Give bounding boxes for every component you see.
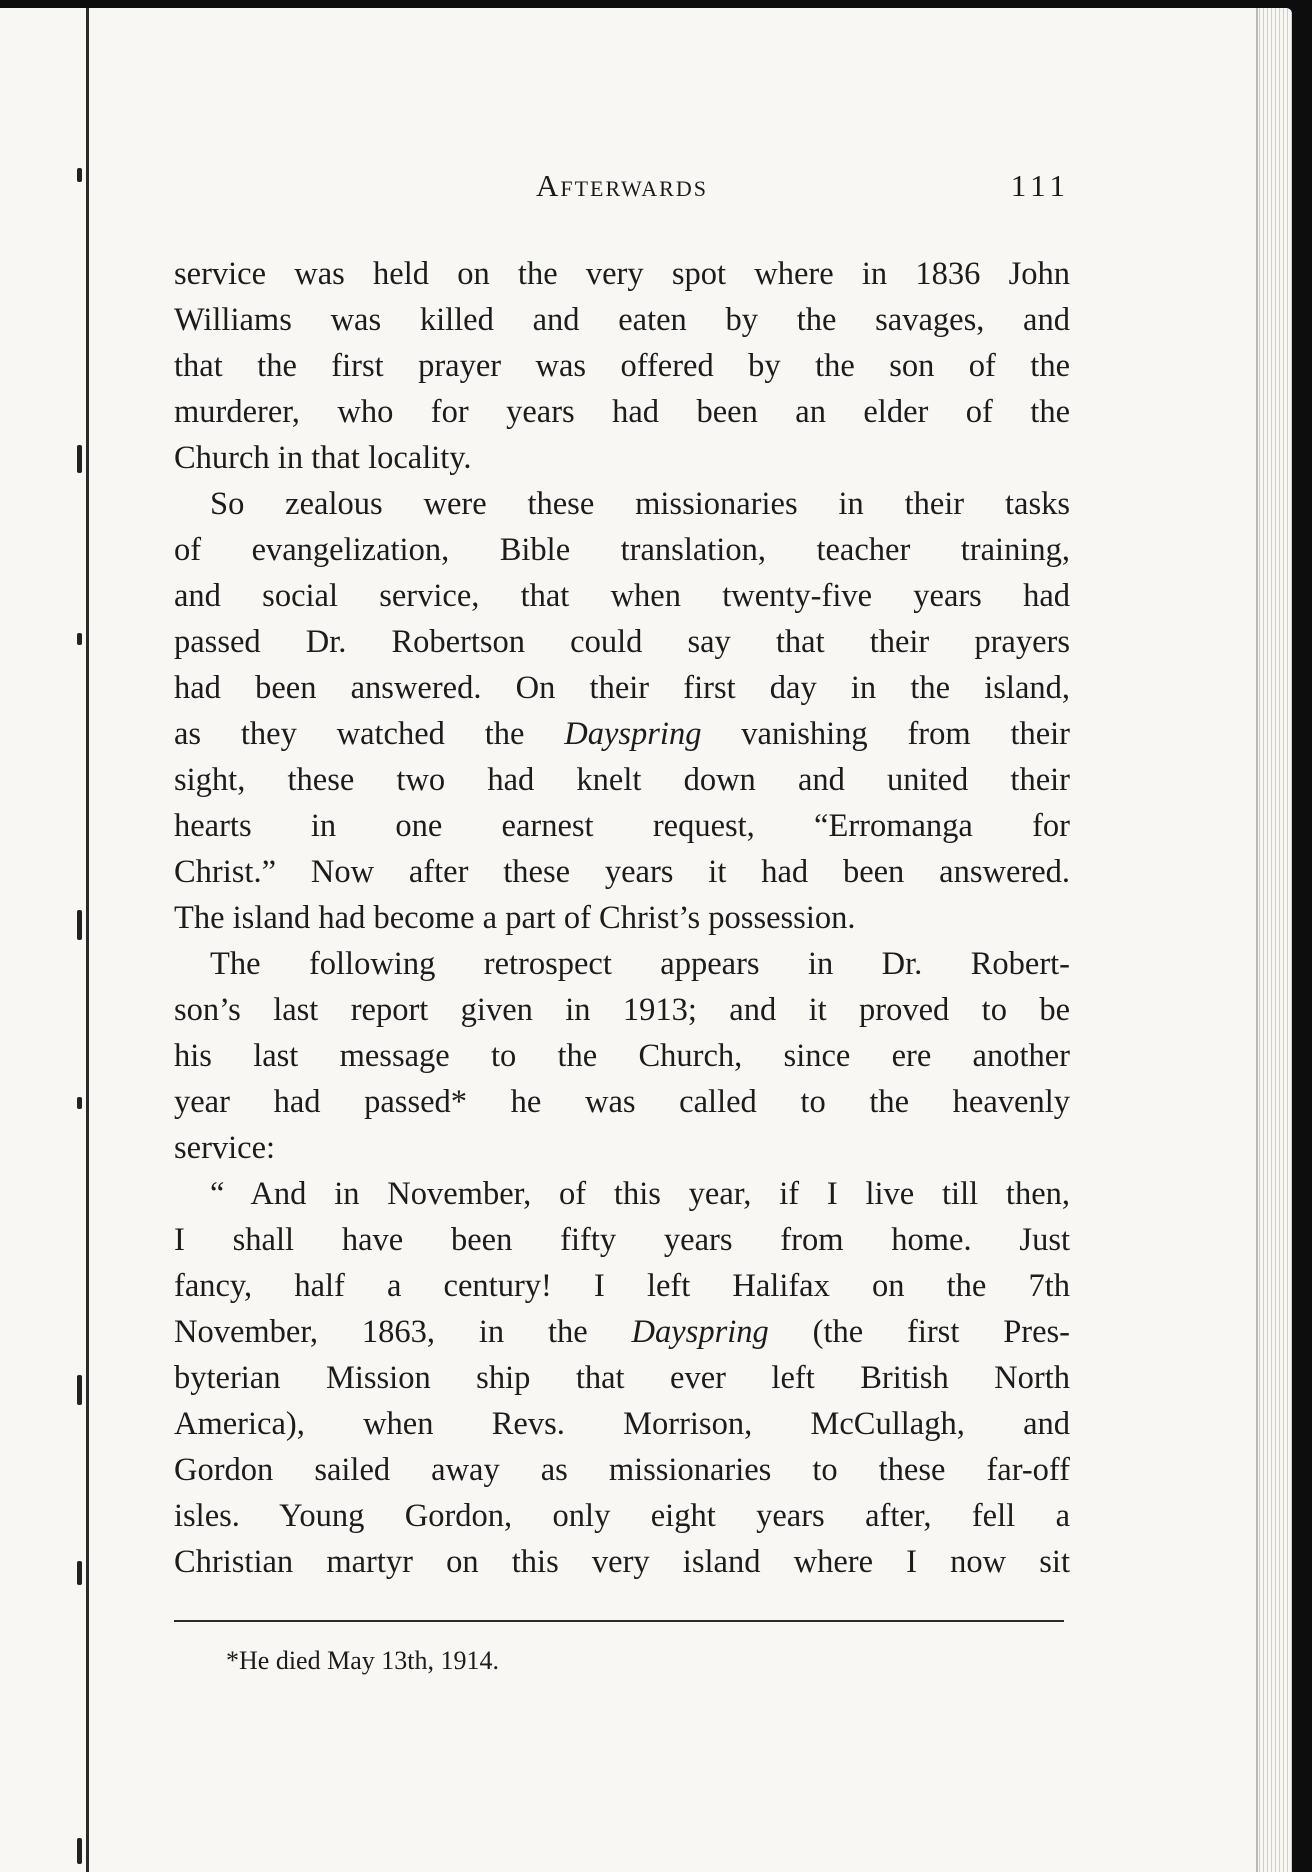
text-segment: as they watched the bbox=[174, 716, 525, 752]
text-line: “ And in November, of this year, if I live till then, bbox=[210, 1176, 1070, 1212]
running-head: Afterwards bbox=[536, 168, 708, 203]
text-line: and social service, that when twenty-five years had bbox=[174, 578, 1070, 614]
text-line: Williams was killed and eaten by the savages, and bbox=[174, 302, 1070, 338]
text-segment: November, 1863, in the bbox=[174, 1314, 588, 1350]
text-line bbox=[174, 1309, 1070, 1355]
footnote-rule bbox=[174, 1620, 1064, 1622]
text-line: sight, these two had knelt down and united their bbox=[174, 762, 1070, 798]
text-line: had been answered. On their first day in the island, bbox=[174, 670, 1070, 706]
binding-gutter bbox=[86, 8, 89, 1872]
text-line: that the first prayer was offered by the son of the bbox=[174, 348, 1070, 384]
text-line: So zealous were these missionaries in their tasks bbox=[210, 486, 1070, 522]
stitch-mark bbox=[77, 633, 82, 645]
stitch-mark bbox=[77, 168, 82, 182]
ship-name: Dayspring bbox=[564, 716, 702, 752]
text-line: isles. Young Gordon, only eight years after, fell a bbox=[174, 1498, 1070, 1534]
page-header bbox=[174, 168, 1070, 218]
stitch-mark bbox=[77, 910, 82, 940]
page-edge bbox=[1256, 8, 1292, 1872]
book-page bbox=[0, 8, 1292, 1872]
text-line: hearts in one earnest request, “Erromanga for bbox=[174, 808, 1070, 844]
text-line: service: bbox=[174, 1130, 276, 1166]
page-number: 111 bbox=[1010, 168, 1070, 203]
text-line: of evangelization, Bible translation, teacher training, bbox=[174, 532, 1070, 568]
text-line: his last message to the Church, since ere another bbox=[174, 1038, 1070, 1074]
stitch-mark bbox=[77, 1375, 82, 1405]
text-segment: (the first Pres- bbox=[812, 1314, 1071, 1350]
text-line bbox=[174, 711, 1070, 757]
ship-name: Dayspring bbox=[631, 1314, 769, 1350]
body-text bbox=[174, 251, 1070, 1585]
text-line: Church in that locality. bbox=[174, 440, 472, 476]
text-line: Christ.” Now after these years it had been answered. bbox=[174, 854, 1070, 890]
stitch-mark bbox=[77, 1838, 82, 1864]
text-line: son’s last report given in 1913; and it proved to be bbox=[174, 992, 1070, 1028]
footnote: *He died May 13th, 1914. bbox=[226, 1646, 499, 1675]
paragraph bbox=[174, 941, 1070, 1171]
paragraph bbox=[174, 481, 1070, 941]
text-line: I shall have been fifty years from home. Just bbox=[174, 1222, 1070, 1258]
text-line: The following retrospect appears in Dr. Robert- bbox=[210, 946, 1070, 982]
text-line: murderer, who for years had been an elder of the bbox=[174, 394, 1070, 430]
text-line: The island had become a part of Christ’s possession. bbox=[174, 900, 856, 936]
text-line: America), when Revs. Morrison, McCullagh, and bbox=[174, 1406, 1070, 1442]
text-line: passed Dr. Robertson could say that their prayers bbox=[174, 624, 1070, 660]
text-segment: vanishing from their bbox=[741, 716, 1071, 752]
stitch-mark bbox=[77, 1097, 82, 1109]
stitch-mark bbox=[77, 445, 82, 473]
paragraph bbox=[174, 1171, 1070, 1585]
paragraph bbox=[174, 251, 1070, 481]
stitch-mark bbox=[77, 1561, 82, 1585]
text-line: byterian Mission ship that ever left British North bbox=[174, 1360, 1070, 1396]
text-line: Gordon sailed away as missionaries to these far-off bbox=[174, 1452, 1070, 1488]
text-line: year had passed* he was called to the heavenly bbox=[174, 1084, 1070, 1120]
text-line: Christian martyr on this very island where I now sit bbox=[174, 1544, 1070, 1580]
text-line: fancy, half a century! I left Halifax on the 7th bbox=[174, 1268, 1070, 1304]
text-line: service was held on the very spot where in 1836 John bbox=[174, 256, 1070, 292]
page-edge-line bbox=[1256, 8, 1258, 1872]
